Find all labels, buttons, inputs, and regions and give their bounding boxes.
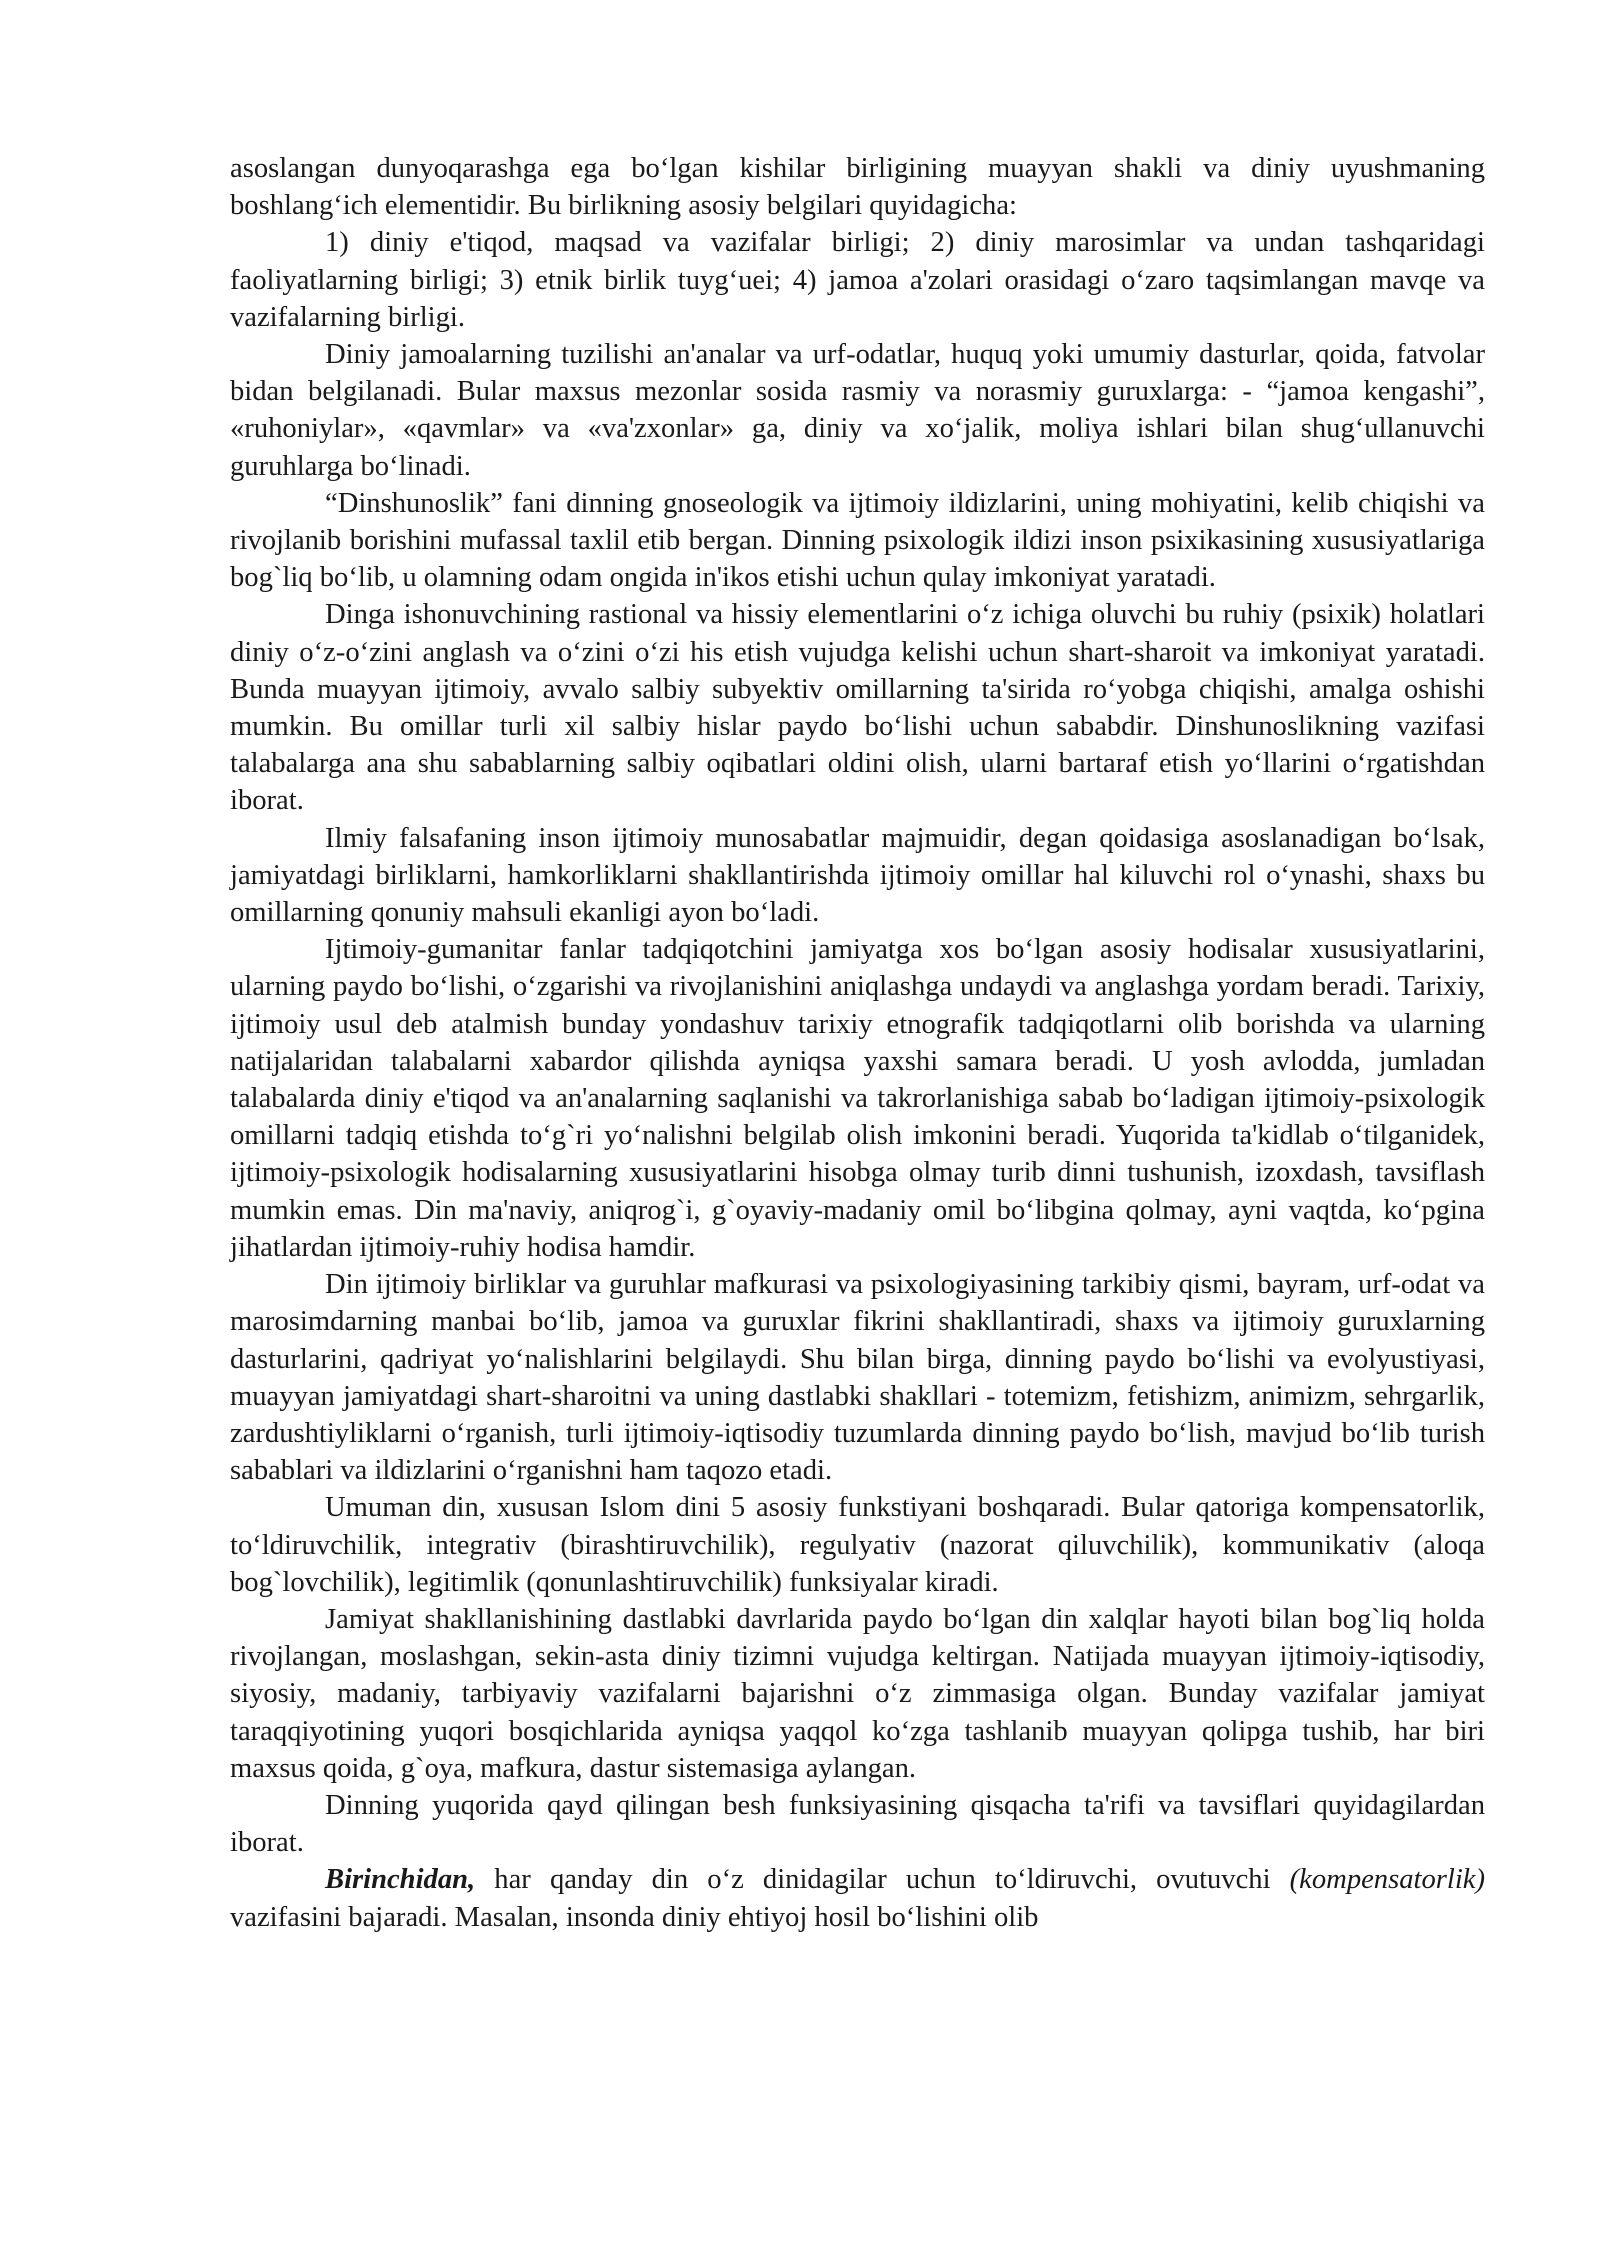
paragraph-first-function [230,1861,1485,1935]
paragraph-five-functions: Umuman din, xususan Islom dini 5 asosiy funkstiyani boshqaradi. Bular qatoriga kompensatorlik, to‘ldiruvchilik, integrativ (birashtiruvchilik), regulyativ (nazorat qiluvchilik), kommunikativ (aloqa bog`lovchilik), legitimlik (qonunlashtiruvchilik) funksiyalar kiradi. [230,1492,1485,1598]
paragraph-signs-list: 1) diniy e'tiqod, maqsad va vazifalar birligi; 2) diniy marosimlar va undan tashqaridagi faoliyatlarning birligi; 3) etnik birlik tuyg‘uei; 4) jamoa a'zolari orasidagi o‘zaro taqsimlangan mavqe va vazifalarning birligi. [230,227,1485,333]
paragraph-community-structure: Diniy jamoalarning tuzilishi an'analar va urf-odatlar, huquq yoki umumiy dasturlar, qoida, fatvolar bidan belgilanadi. Bular maxsus mezonlar sosida rasmiy va norasmiy guruxlarga: - “jamoa kengashi”, «ruhoniylar», «qavmlar» va «va'zxonlar» ga, diniy va xo‘jalik, moliya ishlari bilan shug‘ullanuvchi guruhlarga bo‘linadi. [230,339,1485,482]
paragraph-scientific-philosophy: Ilmiy falsafaning inson ijtimoiy munosabatlar majmuidir, degan qoidasiga asoslanadigan bo‘lsak, jamiyatdagi birliklarni, hamkorliklarni shakllantirishda ijtimoiy omillar hal kiluvchi rol o‘ynashi, shaxs bu omillarning qonuniy mahsuli ekanligi ayon bo‘ladi. [230,822,1485,929]
paragraph-social-humanitarian: Ijtimoiy-gumanitar fanlar tadqiqotchini jamiyatga xos bo‘lgan asosiy hodisalar xususiyatlarini, ularning paydo bo‘lishi, o‘zgarishi va rivojlanishini aniqlashga undaydi va anglashga yordam beradi. Tarixiy, ijtimoiy usul deb atalmish bunday yondashuv tarixiy etnografik tadqiqotlarni olib borishda va ularning natijalaridan talabalarni xabardor qilishda ayniqsa yaxshi samara beradi. U yosh avlodda, jumladan talabalarda diniy e'tiqod va an'analarning saqlanishi va takrorlanishiga sabab bo‘ladigan ijtimoiy-psixologik omillarni tadqiq etishda to‘g`ri yo‘nalishni belgilab olish imkonini beradi. Yuqorida ta'kidlab o‘tilganidek, ijtimoiy-psixologik hodisalarning xususiyatlarini hisobga olmay turib dinni tushunish, izoxdash, tavsiflash mumkin emas. Din ma'naviy, aniqrog`i, g`oyaviy-madaniy omil bo‘libgina qolmay, ayni vaqtda, ko‘pgina jihatlardan ijtimoiy-ruhiy hodisa hamdir. [230,934,1485,1263]
paragraph-society-formation: Jamiyat shakllanishining dastlabki davrlarida paydo bo‘lgan din xalqlar hayoti bilan bog`liq holda rivojlangan, moslashgan, sekin-asta diniy tizimni vujudga keltirgan. Natijada muayyan ijtimoiy-iqtisodiy, siyosiy, madaniy, tarbiyaviy vazifalarni bajarishni o‘z zimmasiga olgan. Bunday vazifalar jamiyat taraqqiyotining yuqori bosqichlarida ayniqsa yaqqol ko‘zga tashlanib muayyan qolipga tushib, har biri maxsus qoida, g`oya, mafkura, dastur sistemasiga aylangan. [230,1603,1485,1784]
paragraph-psychic-states: Dinga ishonuvchining rastional va hissiy elementlarini o‘z ichiga oluvchi bu ruhiy (psixik) holatlari diniy o‘z-o‘zini anglash va o‘zini o‘zi his etish vujudga kelishi uchun shart-sharoit va imkoniyat yaratadi. Bunda muayyan ijtimoiy, avvalo salbiy subyektiv omillarning ta'sirida ro‘yobga chiqishi, amalga oshishi mumkin. Bu omillar turli xil salbiy hislar paydo bo‘lishi uchun sababdir. Dinshunoslikning vazifasi talabalarga ana shu sabablarning salbiy oqibatlari oldini olish, ularni bartaraf etish yo‘llarini o‘rgatishdan iborat. [230,599,1485,817]
text-segment: har qanday din o‘z dinidagilar uchun to‘ldiruvchi, ovutuvchi [475,1864,1290,1896]
text-segment: vazifasini bajaradi. Masalan, insonda diniy ehtiyoj hosil bo‘lishini olib [230,1901,1039,1933]
paragraph-religious-studies: “Dinshunoslik” fani dinning gnoseologik va ijtimoiy ildizlarini, uning mohiyatini, kelib chiqishi va rivojlanib borishini mufassal taxlil etib bergan. Dinning psixologik ildizi inson psixikasining xususiyatlariga bog`liq bo‘lib, u olamning odam ongida in'ikos etishi uchun qulay imkoniyat yaratadi. [230,487,1485,594]
paragraph-functions-intro: Dinning yuqorida qayd qilingan besh funksiyasining qisqacha ta'rifi va tavsiflari quyidagilardan iborat. [230,1789,1485,1859]
term-compensatory: (kompensatorlik) [1289,1864,1485,1896]
paragraph-intro: asoslangan dunyoqarashga ega bo‘lgan kishilar birligining muayyan shakli va diniy uyushmaning boshlang‘ich elementidir. Bu birlikning asosiy belgilari quyidagicha: [230,153,1485,222]
lead-word: Birinchidan, [325,1864,476,1896]
paragraph-religion-social-groups: Din ijtimoiy birliklar va guruhlar mafkurasi va psixologiyasining tarkibiy qismi, bayram, urf-odat va marosimdarning manbai bo‘lib, jamoa va guruxlar fikrini shakllantiradi, shaxs va ijtimoiy guruxlarning dasturlarini, qadriyat yo‘nalishlarini belgilaydi. Shu bilan birga, dinning paydo bo‘lishi va evolyustiyasi, muayyan jamiyatdagi shart-sharoitni va uning dastlabki shakllari - totemizm, fetishizm, animizm, sehrgarlik, zardushtiyliklarni o‘rganish, turli ijtimoiy-iqtisodiy tuzumlarda dinning paydo bo‘lish, mavjud bo‘lib turish sabablari va ildizlarini o‘rganishni ham taqozo etadi. [230,1269,1485,1487]
document-page [230,150,1485,1936]
